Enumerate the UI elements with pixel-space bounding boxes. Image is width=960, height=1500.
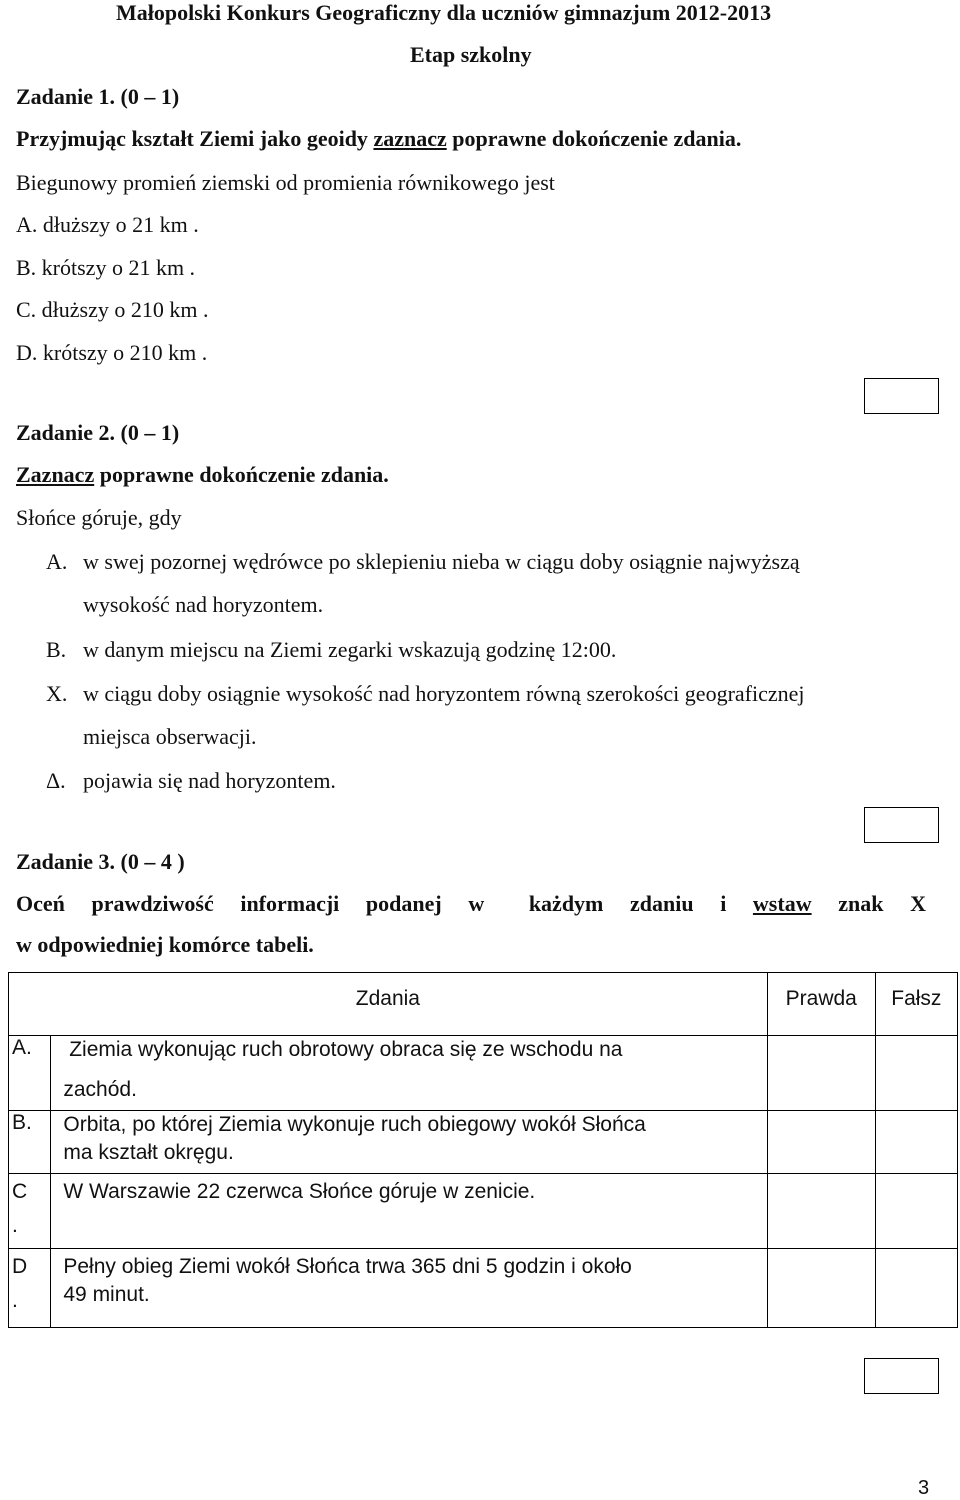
table-row [9,1249,958,1328]
task1-option-b[interactable]: B. krótszy o 21 km . [16,255,196,280]
true-cell[interactable] [767,1111,875,1174]
task2-option-c-cont: miejsca obserwacji. [83,724,257,749]
col-header-false: Fałsz [875,973,957,1036]
col-header-true: Prawda [767,973,875,1036]
task3-instruction-cont: w odpowiedniej komórce tabeli. [16,932,314,957]
task1-option-c[interactable]: C. dłuższy o 210 km . [16,297,209,322]
true-cell[interactable] [767,1249,875,1328]
table-row [9,1111,958,1174]
task2-option-c-letter: X. [46,681,68,706]
task1-instruction: Przyjmując kształt Ziemi jako geoidy zaznacz poprawne dokończenie zdania. [16,126,742,151]
document-title: Małopolski Konkurs Geograficzny dla uczniów gimnazjum 2012-2013 [116,0,772,25]
task3-instruction: Oceń prawdziwość informacji podanej w każdym zdaniu i wstaw znak X [16,891,926,916]
task2-option-a-letter: A. [46,549,68,574]
false-cell[interactable] [875,1036,957,1111]
true-false-table [8,972,958,1328]
row-letter: A. [9,1036,51,1111]
task1-title: Zadanie 1. (0 – 1) [16,84,180,109]
task2-option-d[interactable]: pojawia się nad horyzontem. [83,768,336,793]
row-sentence: Ziemia wykonując ruch obrotowy obraca się ze wschodu na zachód. [51,1036,767,1111]
false-cell[interactable] [875,1249,957,1328]
task2-title: Zadanie 2. (0 – 1) [16,420,180,445]
true-cell[interactable] [767,1036,875,1111]
task1-option-a[interactable]: A. dłuższy o 21 km . [16,212,199,237]
task2-option-b[interactable]: w danym miejscu na Ziemi zegarki wskazują godzinę 12:00. [83,637,617,662]
row-letter: C . [9,1174,51,1249]
task2-instruction: Zaznacz poprawne dokończenie zdania. [16,462,389,487]
task2-option-d-letter: Δ. [46,768,66,793]
table-header-row [9,973,958,1036]
task2-stem: Słońce góruje, gdy [16,505,182,530]
score-box-task1[interactable] [864,378,939,414]
score-box-task2[interactable] [864,807,939,843]
false-cell[interactable] [875,1111,957,1174]
stage-label: Etap szkolny [410,42,532,67]
task2-option-a[interactable]: w swej pozornej wędrówce po sklepieniu nieba w ciągu doby osiągnie najwyższą [83,549,800,574]
row-letter: B. [9,1111,51,1174]
row-sentence: Pełny obieg Ziemi wokół Słońca trwa 365 dni 5 godzin i około 49 minut. [51,1249,767,1328]
page-number: 3 [918,1477,930,1499]
row-letter: D . [9,1249,51,1328]
true-cell[interactable] [767,1174,875,1249]
score-box-task3[interactable] [864,1358,939,1394]
false-cell[interactable] [875,1174,957,1249]
task3-title: Zadanie 3. (0 – 4 ) [16,849,185,874]
task2-option-a-cont: wysokość nad horyzontem. [83,592,324,617]
task2-option-c[interactable]: w ciągu doby osiągnie wysokość nad horyzontem równą szerokości geograficznej [83,681,805,706]
task2-option-b-letter: B. [46,637,67,662]
row-sentence: Orbita, po której Ziemia wykonuje ruch obiegowy wokół Słońca ma kształt okręgu. [51,1111,767,1174]
task1-option-d[interactable]: D. krótszy o 210 km . [16,340,208,365]
task1-stem: Biegunowy promień ziemski od promienia równikowego jest [16,170,555,195]
col-header-sentences: Zdania [9,973,768,1036]
table-row [9,1174,958,1249]
table-row [9,1036,958,1111]
row-sentence: W Warszawie 22 czerwca Słońce góruje w zenicie. [51,1174,767,1249]
